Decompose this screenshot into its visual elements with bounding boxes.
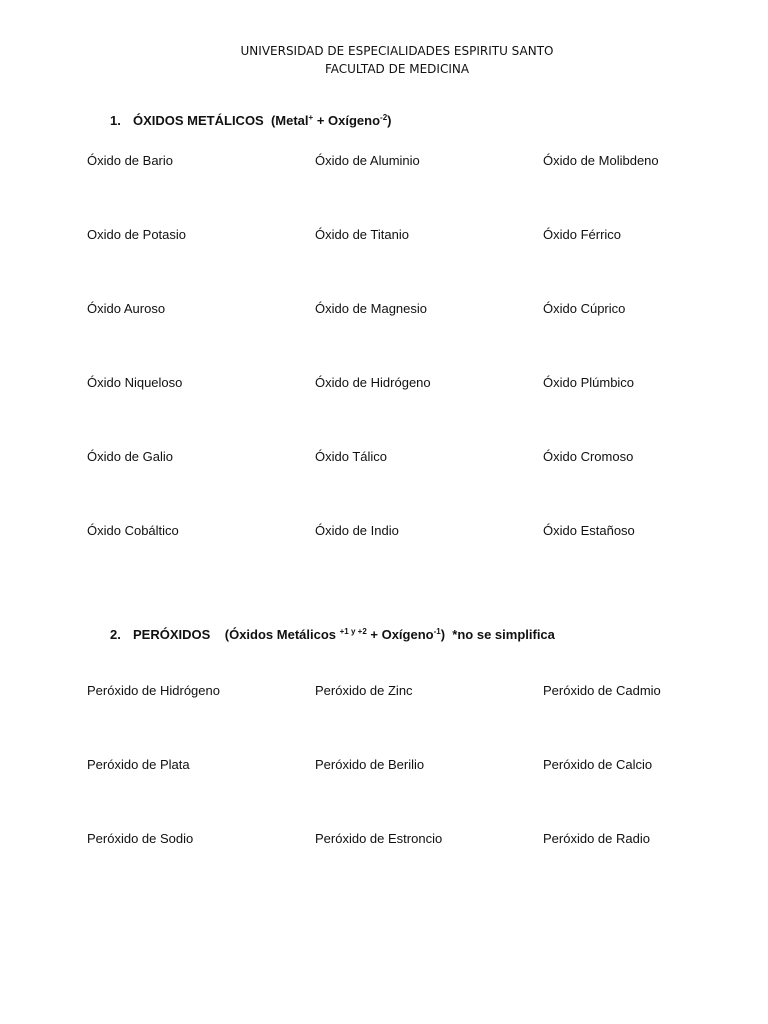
- section-1-formula-mid: + Oxígeno: [313, 113, 381, 128]
- section-1-formula-close: ): [387, 113, 392, 128]
- table-row: [87, 153, 727, 227]
- list-item: Peróxido de Radio: [543, 831, 650, 846]
- list-item: Peróxido de Estroncio: [315, 831, 443, 846]
- list-item: Óxido Férrico: [543, 227, 622, 242]
- list-item: Óxido Cobáltico: [87, 523, 179, 538]
- list-item: Peróxido de Plata: [87, 757, 190, 772]
- list-item: Óxido Auroso: [87, 301, 166, 316]
- section-2-heading: PERÓXIDOS: [133, 627, 211, 642]
- list-item: Óxido de Molibdeno: [543, 153, 659, 168]
- table-row: [87, 757, 727, 831]
- section-1-formula-open: (Metal: [270, 113, 309, 128]
- list-item: Óxido de Bario: [87, 153, 173, 168]
- list-item: Oxido de Potasio: [87, 227, 187, 242]
- list-item: Óxido Cúprico: [543, 301, 626, 316]
- list-item: Óxido Estañoso: [543, 523, 635, 538]
- table-row: [87, 449, 727, 523]
- list-item: Óxido de Magnesio: [315, 301, 428, 316]
- section-2-metal-charge: +1 y +2: [339, 627, 367, 636]
- list-item: Óxido Cromoso: [543, 449, 634, 464]
- section-1-metal-charge: +: [308, 113, 314, 122]
- list-item: Óxido Plúmbico: [543, 375, 635, 390]
- list-item: Óxido Tálico: [315, 449, 388, 464]
- oxides-grid: [87, 153, 727, 597]
- table-row: [87, 375, 727, 449]
- table-row: [87, 523, 727, 597]
- faculty-name: FACULTAD DE MEDICINA: [324, 62, 470, 76]
- section-1-title: [110, 113, 392, 128]
- list-item: Peróxido de Calcio: [543, 757, 653, 772]
- list-item: Óxido Niqueloso: [87, 375, 183, 390]
- section-2-title: [110, 627, 555, 642]
- table-row: [87, 831, 727, 905]
- section-2-formula-open: (Óxidos Metálicos: [224, 627, 340, 642]
- list-item: Óxido de Hidrógeno: [315, 375, 431, 390]
- section-2-note: *no se simplifica: [452, 627, 555, 642]
- list-item: Peróxido de Zinc: [315, 683, 413, 698]
- section-2-formula-mid: + Oxígeno: [366, 627, 434, 642]
- list-item: Peróxido de Cadmio: [543, 683, 661, 698]
- section-2-number: 2.: [110, 627, 121, 642]
- list-item: Peróxido de Hidrógeno: [87, 683, 220, 698]
- list-item: Óxido de Galio: [87, 449, 173, 464]
- list-item: Peróxido de Sodio: [87, 831, 194, 846]
- document-header: [0, 42, 768, 78]
- table-row: [87, 683, 727, 757]
- section-1-oxygen-charge: -2: [380, 113, 388, 122]
- table-row: [87, 301, 727, 375]
- list-item: Óxido de Aluminio: [315, 153, 420, 168]
- list-item: Óxido de Titanio: [315, 227, 409, 242]
- university-name: UNIVERSIDAD DE ESPECIALIDADES ESPIRITU SANTO: [240, 44, 554, 58]
- section-2-formula-close: ): [440, 627, 446, 642]
- peroxides-grid: [87, 683, 727, 905]
- section-1-number: 1.: [110, 113, 121, 128]
- table-row: [87, 227, 727, 301]
- list-item: Peróxido de Berilio: [315, 757, 425, 772]
- section-2-oxygen-charge: -1: [433, 627, 441, 636]
- list-item: Óxido de Indio: [315, 523, 399, 538]
- section-1-heading: ÓXIDOS METÁLICOS: [133, 113, 264, 128]
